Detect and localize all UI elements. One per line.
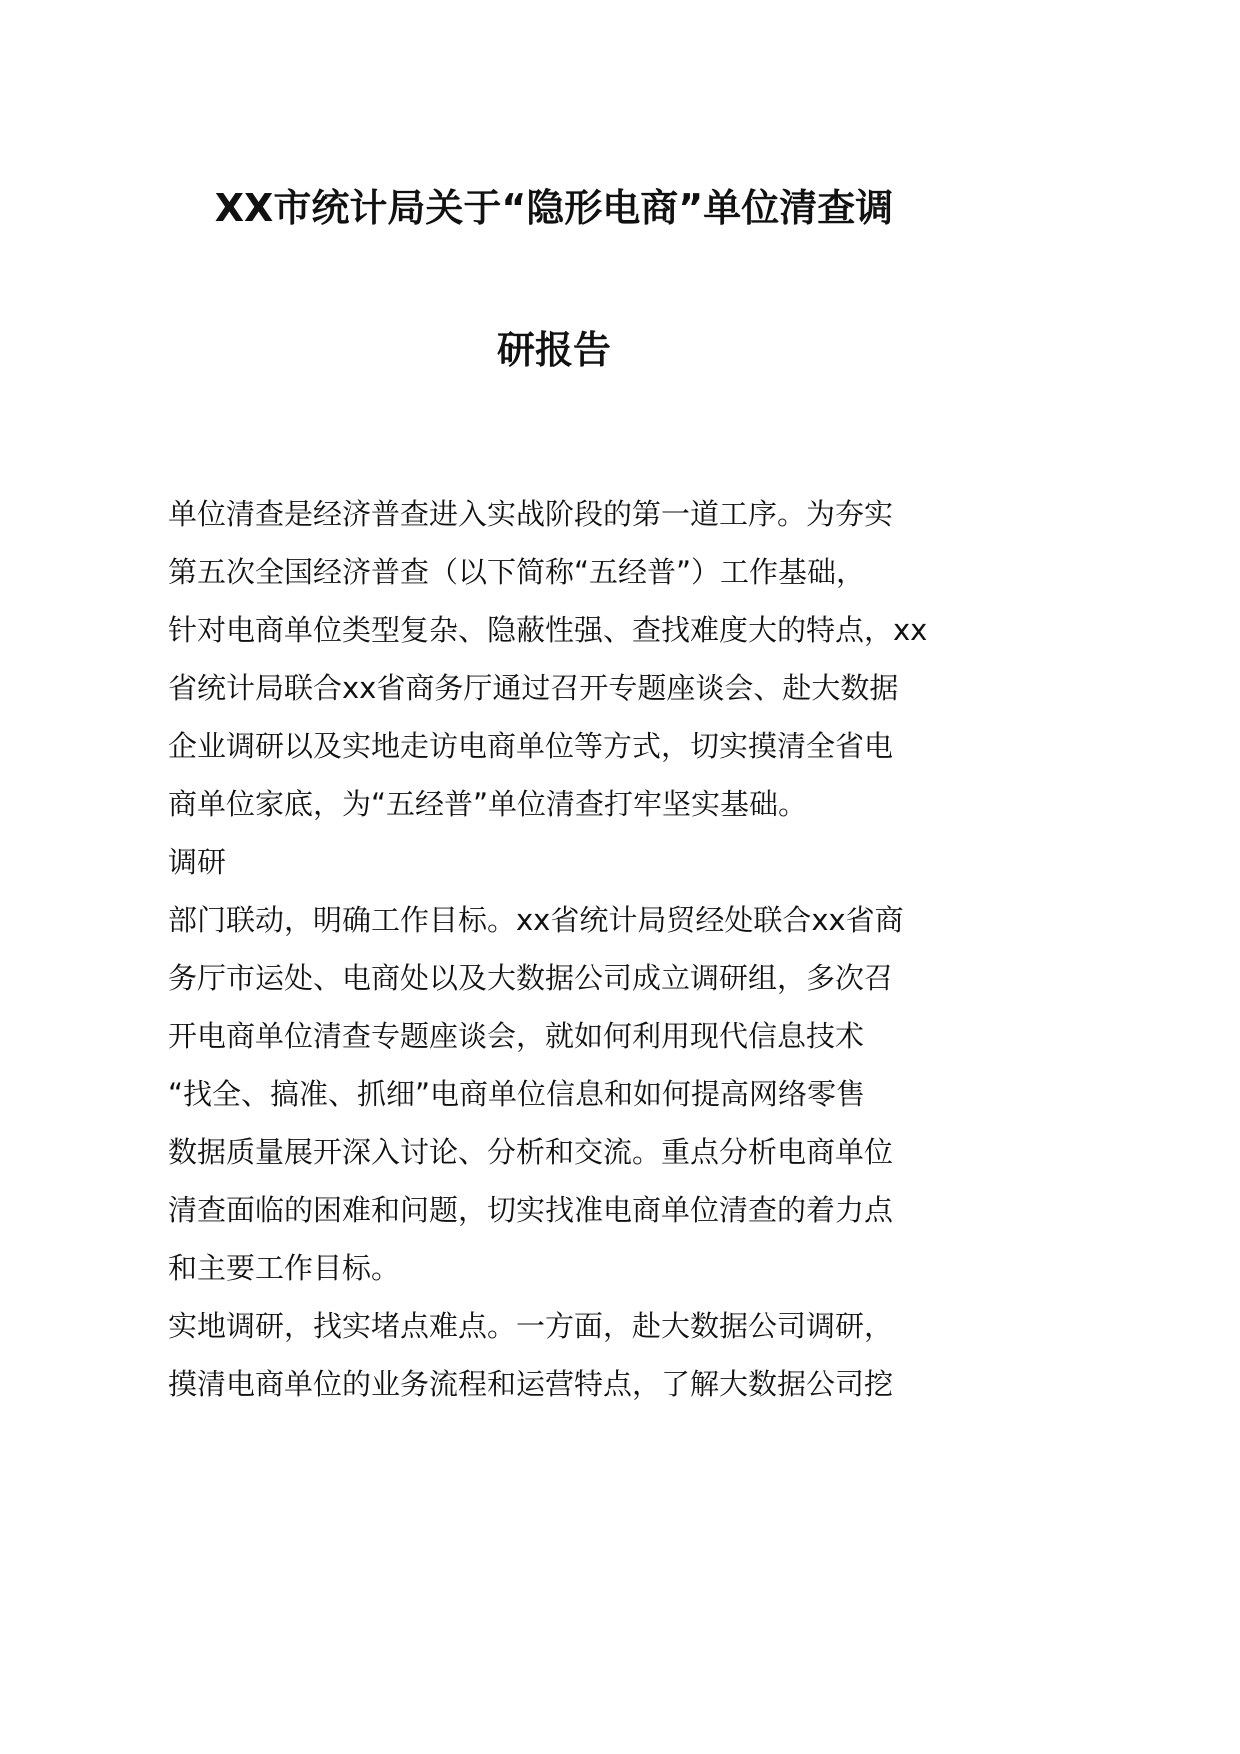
body-line: 数据质量展开深入讨论、分析和交流。重点分析电商单位 bbox=[168, 1135, 894, 1169]
body-line: 商单位家底，为“五经普”单位清查打牢坚实基础。 bbox=[168, 787, 808, 821]
body-line: 针对电商单位类型复杂、隐蔽性强、查找难度大的特点，xx bbox=[168, 613, 928, 647]
body-line: 务厅市运处、电商处以及大数据公司成立调研组，多次召 bbox=[168, 961, 894, 995]
body-line: 企业调研以及实地走访电商单位等方式，切实摸清全省电 bbox=[168, 729, 894, 763]
body-line: 和主要工作目标。 bbox=[168, 1251, 401, 1285]
body-line: 省统计局联合xx省商务厅通过召开专题座谈会、赴大数据 bbox=[168, 671, 899, 705]
document-title-line-2: 研报告 bbox=[496, 328, 611, 372]
body-line: “找全、搞准、抓细”电商单位信息和如何提高网络零售 bbox=[168, 1077, 866, 1111]
body-line: 开电商单位清查专题座谈会，就如何利用现代信息技术 bbox=[168, 1019, 865, 1053]
body-line: 清查面临的困难和问题，切实找准电商单位清查的着力点 bbox=[168, 1193, 894, 1227]
body-line: 单位清查是经济普查进入实战阶段的第一道工序。为夯实 bbox=[168, 497, 894, 531]
body-line: 实地调研，找实堵点难点。一方面，赴大数据公司调研， bbox=[168, 1309, 894, 1343]
document-title-line-1: XX市统计局关于“隐形电商”单位清查调 bbox=[214, 186, 894, 230]
body-line: 第五次全国经济普查（以下简称“五经普”）工作基础， bbox=[168, 555, 866, 589]
body-line: 部门联动，明确工作目标。xx省统计局贸经处联合xx省商 bbox=[168, 903, 904, 937]
section-heading: 调研 bbox=[168, 845, 227, 879]
body-line: 摸清电商单位的业务流程和运营特点，了解大数据公司挖 bbox=[168, 1367, 894, 1401]
